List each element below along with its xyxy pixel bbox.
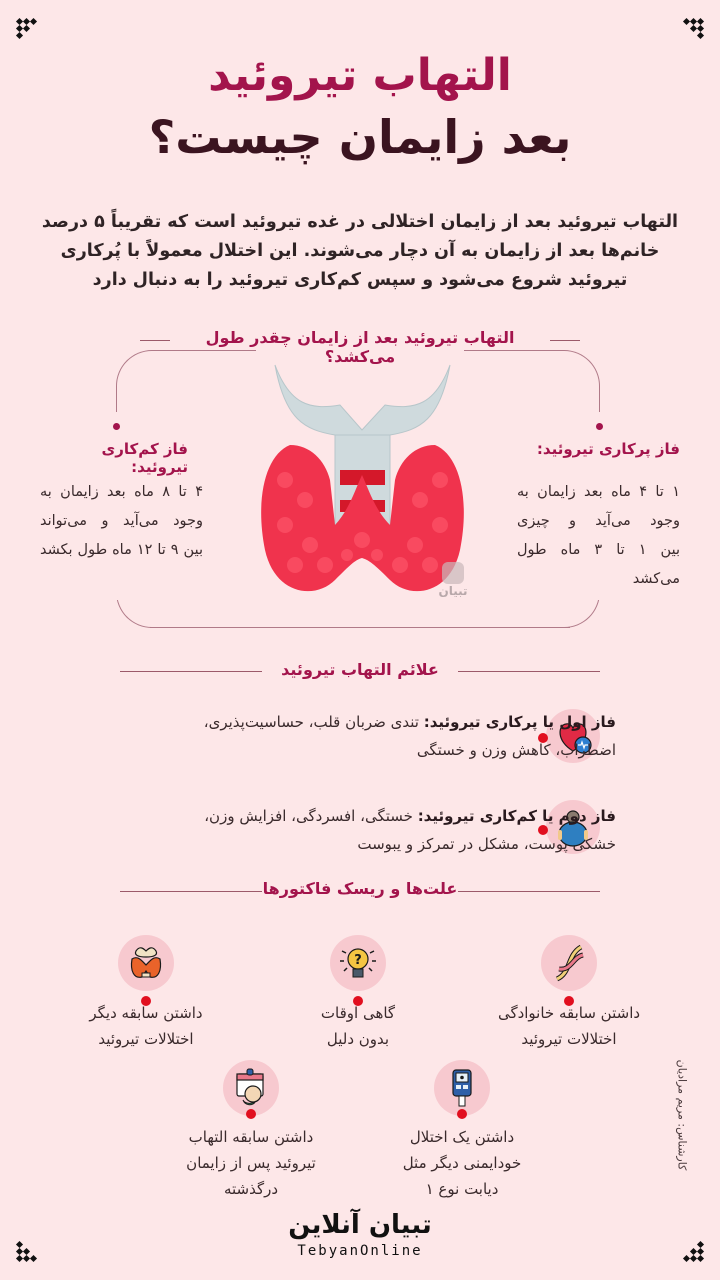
risk-line: خودایمنی دیگر مثل bbox=[402, 1154, 522, 1172]
bullet-dot bbox=[457, 1109, 467, 1119]
risk-line: اختلالات تیروئید bbox=[521, 1030, 617, 1048]
dna-icon bbox=[541, 935, 597, 991]
risk-item-label bbox=[479, 1000, 659, 1052]
symptom-label: فاز اول یا پرکاری تیروئید: bbox=[423, 713, 616, 731]
risk-line: بدون دلیل bbox=[326, 1030, 390, 1048]
divider-line bbox=[550, 340, 580, 341]
hyperthyroid-phase-body bbox=[517, 478, 680, 594]
intro-paragraph bbox=[30, 208, 690, 295]
risk-line: دیابت نوع ۱ bbox=[425, 1180, 499, 1198]
watermark-logo-icon bbox=[442, 562, 464, 584]
phase-line: وجود می‌آید و چیزی bbox=[517, 513, 680, 529]
symptom-text: خشکی پوست، مشکل در تمرکز و یبوست bbox=[357, 835, 616, 853]
lightbulb-question-icon bbox=[330, 935, 386, 991]
symptom-item bbox=[96, 708, 616, 764]
risk-line: داشتن یک اختلال bbox=[409, 1128, 515, 1146]
risks-heading: علت‌ها و ریسک فاکتورها bbox=[262, 879, 458, 898]
hypothyroid-phase-title: فاز کم‌کاری تیروئید: bbox=[101, 440, 188, 476]
intro-line: خانم‌ها بعد از زایمان به آن دچار می‌شوند. این اختلال معمولاً با پُرکاری bbox=[60, 241, 660, 261]
duration-heading: التهاب تیروئید بعد از زایمان چقدر طول می‌کشد؟ bbox=[205, 328, 515, 366]
connector-dot bbox=[596, 423, 603, 430]
phase-line: وجود می‌آید و می‌تواند bbox=[40, 513, 203, 529]
thyroid-icon bbox=[118, 935, 174, 991]
frame-bottom bbox=[150, 627, 570, 628]
risk-item-label bbox=[161, 1124, 341, 1202]
page-title-line2: بعد زایمان چیست؟ bbox=[148, 110, 572, 164]
bullet-dot bbox=[246, 1109, 256, 1119]
phase-line: بین ۹ تا ۱۲ ماه طول بکشد bbox=[40, 542, 204, 558]
risk-line: داشتن سابقه خانوادگی bbox=[497, 1004, 641, 1022]
divider-line bbox=[120, 891, 262, 892]
risk-item-label bbox=[56, 1000, 236, 1052]
symptom-item bbox=[96, 802, 616, 858]
divider-line bbox=[458, 891, 600, 892]
brand-logo-english[interactable]: TebyanOnline bbox=[297, 1243, 423, 1259]
risk-line: داشتن سابقه التهاب bbox=[188, 1128, 314, 1146]
phase-line: ۱ تا ۴ ماه بعد زایمان به bbox=[517, 484, 680, 500]
glucose-meter-icon bbox=[434, 1060, 490, 1116]
divider-line bbox=[458, 671, 600, 672]
risk-line: درگذشته bbox=[223, 1180, 279, 1198]
symptom-text: اضطراب، کاهش وزن و خستگی bbox=[416, 741, 616, 759]
hyperthyroid-phase-title: فاز پرکاری تیروئید: bbox=[536, 440, 680, 458]
phase-line: بین ۱ تا ۳ ماه طول می‌کشد bbox=[517, 542, 680, 587]
divider-line bbox=[120, 671, 262, 672]
risk-line: تیروئید پس از زایمان bbox=[186, 1154, 316, 1172]
phase-line: ۴ تا ۸ ماه بعد زایمان به bbox=[40, 484, 203, 500]
symptom-text: تندی ضربان قلب، حساسیت‌پذیری، bbox=[203, 713, 424, 731]
corner-ornament-top-right-icon bbox=[680, 16, 706, 42]
corner-ornament-top-left-icon bbox=[14, 16, 40, 42]
tebyan-watermark bbox=[428, 562, 478, 612]
symptom-label: فاز دوم یا کم‌کاری تیروئید: bbox=[417, 807, 616, 825]
watermark-text: تبیان bbox=[438, 584, 468, 598]
symptoms-heading: علائم التهاب تیروئید bbox=[281, 660, 439, 679]
brand-logo-persian[interactable]: تبیان آنلاین bbox=[288, 1210, 432, 1240]
author-credit bbox=[672, 1045, 692, 1185]
risk-line: گاهی اوقات bbox=[320, 1004, 396, 1022]
divider-line bbox=[140, 340, 170, 341]
symptom-text: خستگی، افسردگی، افزایش وزن، bbox=[204, 807, 418, 825]
hypothyroid-phase-body bbox=[40, 478, 203, 565]
risk-item-label bbox=[372, 1124, 552, 1202]
svg-text:?: ? bbox=[354, 953, 362, 968]
intro-line: التهاب تیروئید بعد از زایمان اختلالی در غده تیروئید است که تقریباً ۵ درصد bbox=[41, 212, 679, 232]
author-credit-text: کارشناس: مریم مرادیان bbox=[675, 1059, 689, 1171]
risk-line: داشتن سابقه دیگر bbox=[89, 1004, 203, 1022]
page-title-line1: التهاب تیروئید bbox=[208, 50, 512, 101]
connector-dot bbox=[113, 423, 120, 430]
risk-line: اختلالات تیروئید bbox=[98, 1030, 194, 1048]
baby-calendar-icon bbox=[223, 1060, 279, 1116]
intro-line: تیروئید شروع می‌شود و سپس کم‌کاری تیروئید را به دنبال دارد bbox=[92, 270, 628, 290]
risk-item-label bbox=[268, 1000, 448, 1052]
